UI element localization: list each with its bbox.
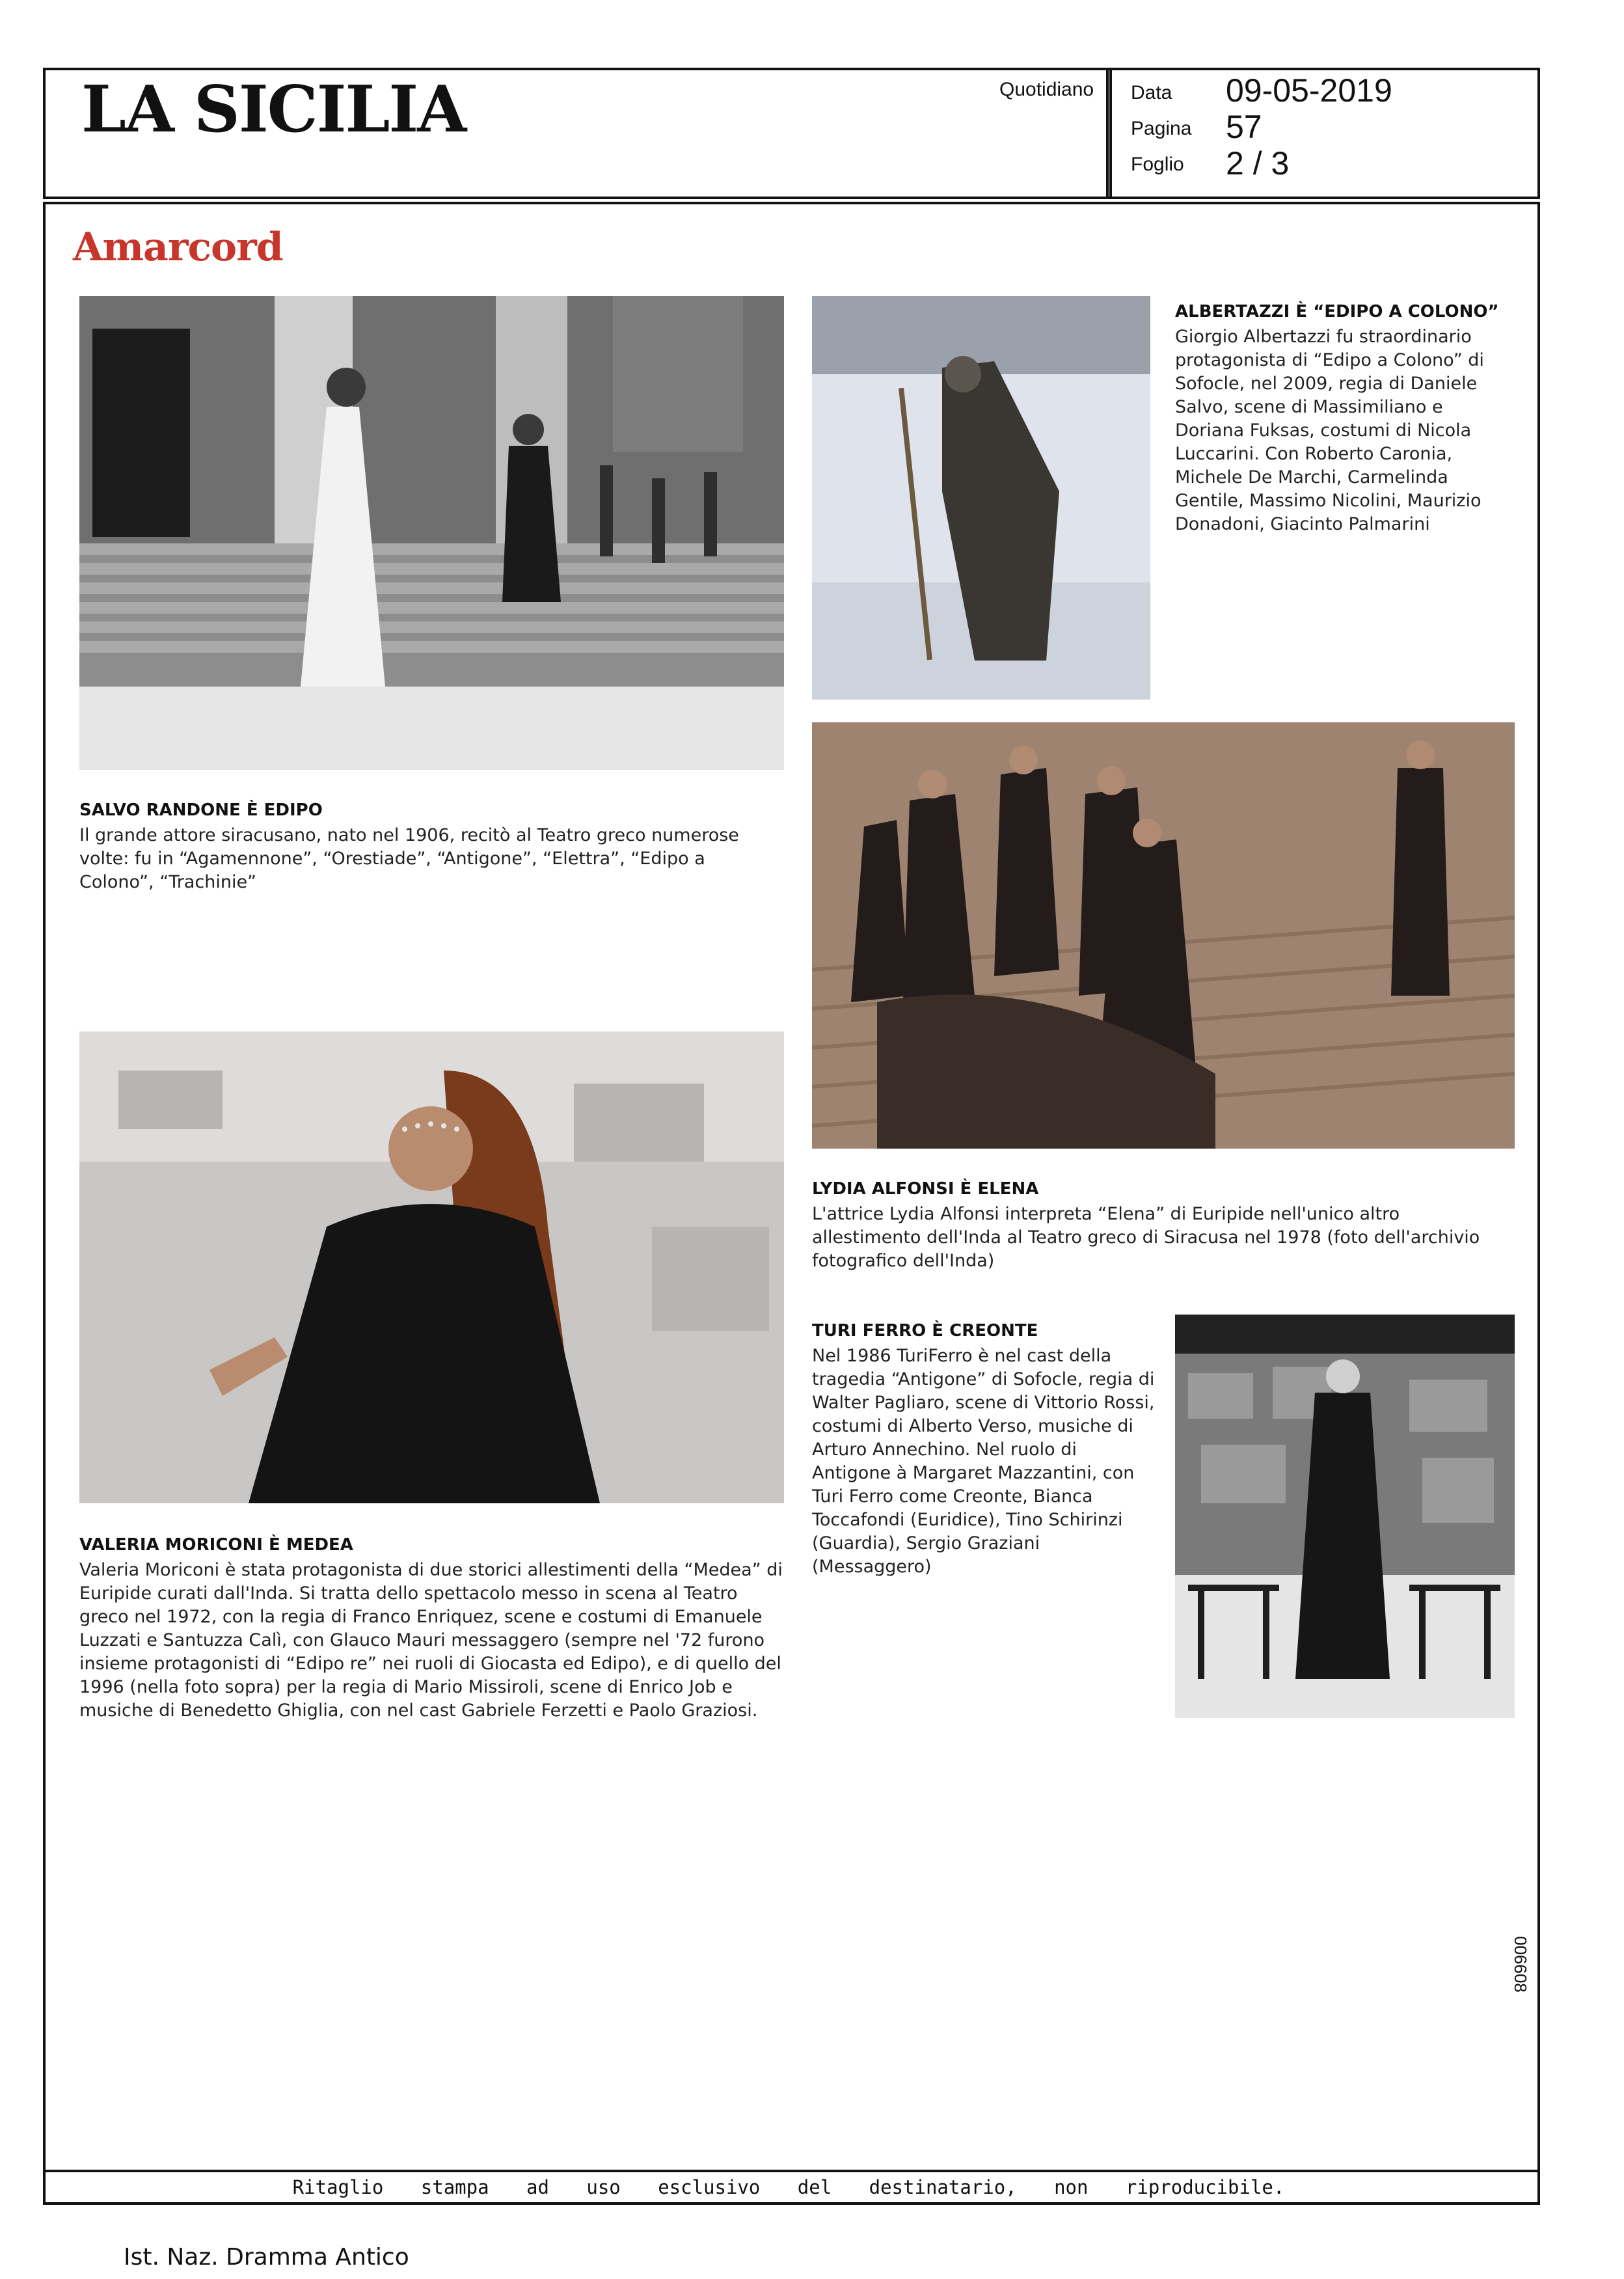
caption-moriconi (79, 1534, 784, 1723)
sheet-value: 2 / 3 (1226, 145, 1290, 182)
caption-alfonsi-title: LYDIA ALFONSI È ELENA (812, 1179, 1039, 1199)
caption-moriconi-title: VALERIA MORICONI È MEDEA (79, 1535, 353, 1555)
publication-type: Quotidiano (999, 79, 1094, 100)
date-label: Data (1131, 82, 1172, 103)
sheet-label: Foglio (1131, 154, 1184, 175)
archive-code: 006608 (1511, 1936, 1530, 1993)
caption-randone-body: Il grande attore siracusano, nato nel 1906, recitò al Teatro greco numerose volte: fu in “Agamennone”, “Orestiade”, “Antigone”, “Elettra”, “Edipo a Colono”, “Trachinie” (79, 825, 739, 892)
date-value: 09-05-2019 (1226, 72, 1392, 109)
photo-ferro-creonte (1175, 1315, 1515, 1718)
caption-ferro (812, 1320, 1157, 1579)
caption-albertazzi-title: ALBERTAZZI È “EDIPO A COLONO” (1175, 302, 1499, 321)
section-title: Amarcord (73, 225, 283, 270)
header-divider (1106, 68, 1109, 199)
caption-randone-title: SALVO RANDONE È EDIPO (79, 800, 323, 820)
newspaper-logo: LA SICILIA (81, 72, 466, 147)
source-label: Ist. Naz. Dramma Antico (124, 2244, 409, 2271)
footer-divider (43, 2170, 1540, 2172)
page-value: 57 (1226, 109, 1262, 145)
photo-moriconi-medea (79, 1031, 784, 1503)
caption-ferro-body: Nel 1986 TuriFerro è nel cast della tragedia “Antigone” di Sofocle, regia di Walter Pagliaro, scene di Vittorio Rossi, costumi di Alberto Verso, musiche di Arturo Annechino. Nel ruolo di Antigone à Margaret Mazzantini, con Turi Ferro come Creonte, Bianca Toccafondi (Euridice), Tino Schirinzi (Guardia), Sergio Graziani (Messaggero) (812, 1346, 1155, 1577)
caption-albertazzi-body: Giorgio Albertazzi fu straordinario protagonista di “Edipo a Colono” di Sofocle, nel 2009, regia di Daniele Salvo, scene di Massimiliano e Doriana Fuksas, costumi di Nicola Luccarini. Con Roberto Caronia, Michele De Marchi, Carmelinda Gentile, Massimo Nicolini, Maurizio Donadoni, Giacinto Palmarini (1175, 327, 1484, 534)
caption-alfonsi (812, 1178, 1502, 1273)
caption-randone (79, 799, 769, 894)
caption-moriconi-body: Valeria Moriconi è stata protagonista di due storici allestimenti della “Medea” di Euripide curati dall'Inda. Si tratta dello spettacolo messo in scena al Teatro greco nel 1972, con la regia di Franco Enriquez, scene e costumi di Emanuele Luzzati e Santuzza Calì, con Glauco Mauri messaggero (sempre nel '72 furono insieme protagonisti di “Edipo re” nei ruoli di Giocasta ed Edipo), e di quello del 1996 (nella foto sopra) per la regia di Mario Missiroli, scene di Enrico Job e musiche di Benedetto Ghiglia, con nel cast Gabriele Ferzetti e Paolo Graziosi. (79, 1560, 783, 1721)
page-label: Pagina (1131, 118, 1192, 139)
caption-albertazzi (1175, 301, 1513, 536)
photo-alfonsi-elena (812, 722, 1515, 1149)
photo-randone-edipo (79, 296, 784, 770)
photo-albertazzi-edipo-colono (812, 296, 1150, 700)
reproduction-notice: Ritaglio stampa ad uso esclusivo del destinatario, non riproducibile. (292, 2176, 1285, 2198)
caption-alfonsi-body: L'attrice Lydia Alfonsi interpreta “Elena” di Euripide nell'unico altro allestimento dell'Inda al Teatro greco di Siracusa nel 1978 (foto dell'archivio fotografico dell'Inda) (812, 1204, 1480, 1271)
caption-ferro-title: TURI FERRO È CREONTE (812, 1321, 1038, 1341)
